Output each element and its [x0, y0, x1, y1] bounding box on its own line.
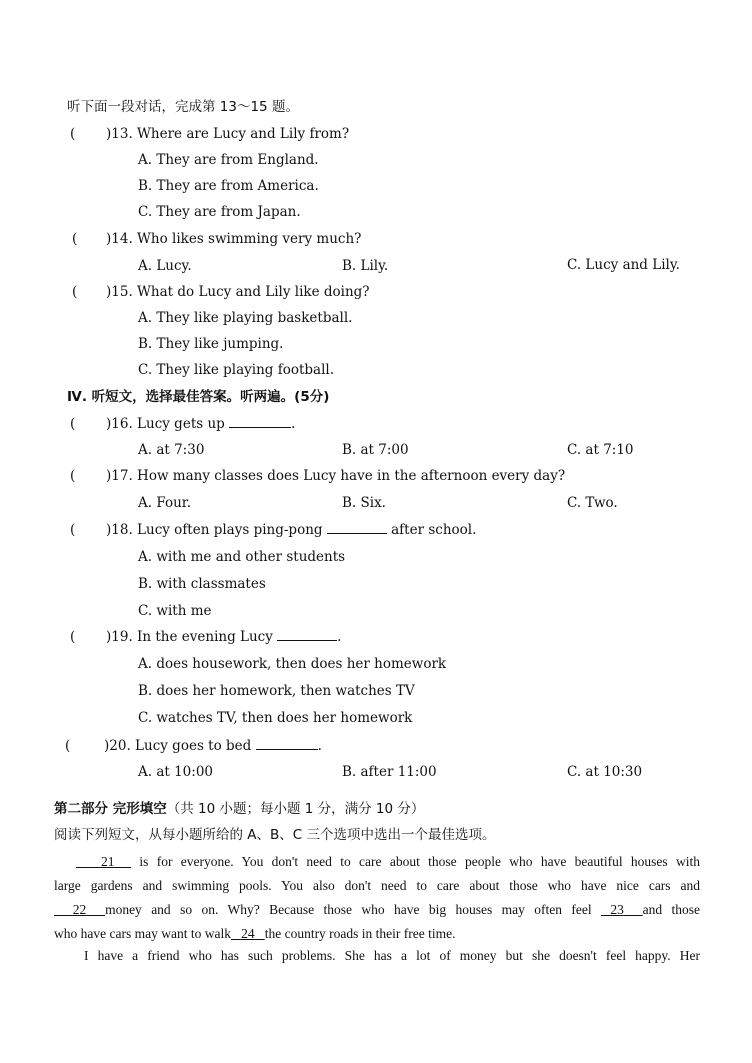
option-17-b: B. Six.	[342, 495, 386, 511]
answer-paren: (	[65, 738, 71, 754]
question-number: )15.	[106, 284, 133, 300]
option-17-c: C. Two.	[567, 495, 618, 511]
blank-number: 24	[241, 926, 255, 941]
option-18-b: B. with classmates	[138, 576, 266, 592]
question-text: Lucy gets up	[137, 416, 225, 432]
cloze-text: the country roads in their free time.	[264, 926, 456, 941]
option-13-b: B. They are from America.	[138, 178, 319, 194]
cloze-line-5: I have a friend who has such problems. She has a lot of money but she doesn't feel happy. Her	[84, 948, 700, 963]
question-18	[106, 521, 476, 539]
cloze-line-4	[54, 922, 700, 946]
question-number: )20.	[104, 738, 131, 754]
question-14	[106, 230, 361, 248]
option-14-a: A. Lucy.	[138, 258, 192, 274]
answer-paren: (	[70, 416, 76, 432]
option-20-c: C. at 10:30	[567, 764, 643, 780]
option-13-a: A. They are from England.	[138, 152, 319, 168]
blank-number: 21	[100, 854, 115, 869]
option-17-a: A. Four.	[138, 495, 192, 511]
option-19-c: C. watches TV, then does her homework	[138, 710, 413, 726]
cloze-line-1	[54, 850, 700, 874]
cloze-text: who have cars may want to walk	[54, 926, 231, 941]
question-number: )17.	[106, 468, 133, 484]
question-text-end: .	[291, 416, 296, 432]
question-number: )14.	[106, 231, 133, 247]
question-text: Where are Lucy and Lily from?	[137, 126, 350, 142]
question-16	[106, 415, 295, 433]
blank-22	[54, 902, 105, 917]
cloze-line-2: large gardens and swimming pools. You also don't need to care about those who have nice cars and	[54, 878, 700, 893]
question-13	[106, 125, 349, 143]
question-text-end: .	[317, 738, 322, 754]
blank-21	[76, 854, 131, 869]
option-18-a: A. with me and other students	[138, 549, 346, 565]
option-14-b: B. Lily.	[342, 258, 389, 274]
question-number: )18.	[106, 522, 133, 538]
question-19	[106, 628, 341, 646]
option-13-c: C. They are from Japan.	[138, 204, 301, 220]
option-20-a: A. at 10:00	[138, 764, 214, 780]
blank-number: 22	[72, 902, 87, 917]
question-number: )19.	[106, 629, 133, 645]
option-15-b: B. They like jumping.	[138, 336, 284, 352]
answer-paren: (	[72, 231, 78, 247]
heading-text: Ⅳ. 听短文，选择最佳答案。听两遍。(	[67, 389, 301, 405]
heading-end: 分)	[309, 389, 330, 405]
answer-paren: (	[70, 522, 76, 538]
question-15	[106, 283, 370, 301]
option-19-b: B. does her homework, then watches TV	[138, 683, 415, 699]
answer-paren: (	[72, 284, 78, 300]
blank-number: 23	[610, 902, 624, 917]
question-text: In the evening Lucy	[137, 629, 273, 645]
option-16-c: C. at 7:10	[567, 442, 634, 458]
answer-blank	[229, 415, 291, 428]
option-15-c: C. They like playing football.	[138, 362, 335, 378]
answer-paren: (	[70, 126, 76, 142]
question-text: Lucy often plays ping-pong	[137, 522, 323, 538]
blank-24	[231, 926, 265, 941]
cloze-line-3	[54, 898, 700, 922]
blank-23	[601, 902, 643, 917]
question-20	[104, 737, 322, 755]
cloze-instruction: 阅读下列短文，从每小题所给的 A、B、C 三个选项中选出一个最佳选项。	[54, 827, 496, 843]
section-instruction-13-15: 听下面一段对话，完成第 13～15 题。	[67, 99, 299, 115]
cloze-title	[54, 800, 424, 818]
option-15-a: A. They like playing basketball.	[138, 310, 353, 326]
option-19-a: A. does housework, then does her homework	[138, 656, 447, 672]
option-18-c: C. with me	[138, 603, 212, 619]
cloze-title-note: （共 10 小题；每小题 1 分，满分 10 分）	[166, 801, 425, 817]
question-text-end: .	[337, 629, 342, 645]
option-16-b: B. at 7:00	[342, 442, 409, 458]
cloze-title-text: 第二部分 完形填空	[54, 801, 167, 817]
question-text-end: after school.	[391, 522, 477, 538]
option-14-c: C. Lucy and Lily.	[567, 257, 680, 273]
section-heading-iv	[67, 388, 329, 406]
question-text: What do Lucy and Lily like doing?	[137, 284, 370, 300]
answer-blank	[327, 521, 387, 534]
option-16-a: A. at 7:30	[138, 442, 205, 458]
cloze-text: money and so on. Why? Because those who have big houses may often feel	[105, 902, 601, 917]
answer-paren: (	[70, 468, 76, 484]
question-text: Lucy goes to bed	[135, 738, 252, 754]
answer-blank	[277, 628, 337, 641]
question-number: )16.	[106, 416, 133, 432]
heading-score: 5	[300, 389, 310, 405]
answer-blank	[256, 737, 318, 750]
option-20-b: B. after 11:00	[342, 764, 437, 780]
question-text: Who likes swimming very much?	[137, 231, 362, 247]
cloze-text: is for everyone. You don't need to care about those people who have beautiful houses with	[131, 854, 700, 869]
cloze-text: and those	[642, 902, 701, 917]
question-17	[106, 467, 565, 485]
answer-paren: (	[70, 629, 76, 645]
question-number: )13.	[106, 126, 133, 142]
question-text: How many classes does Lucy have in the afternoon every day?	[137, 468, 566, 484]
